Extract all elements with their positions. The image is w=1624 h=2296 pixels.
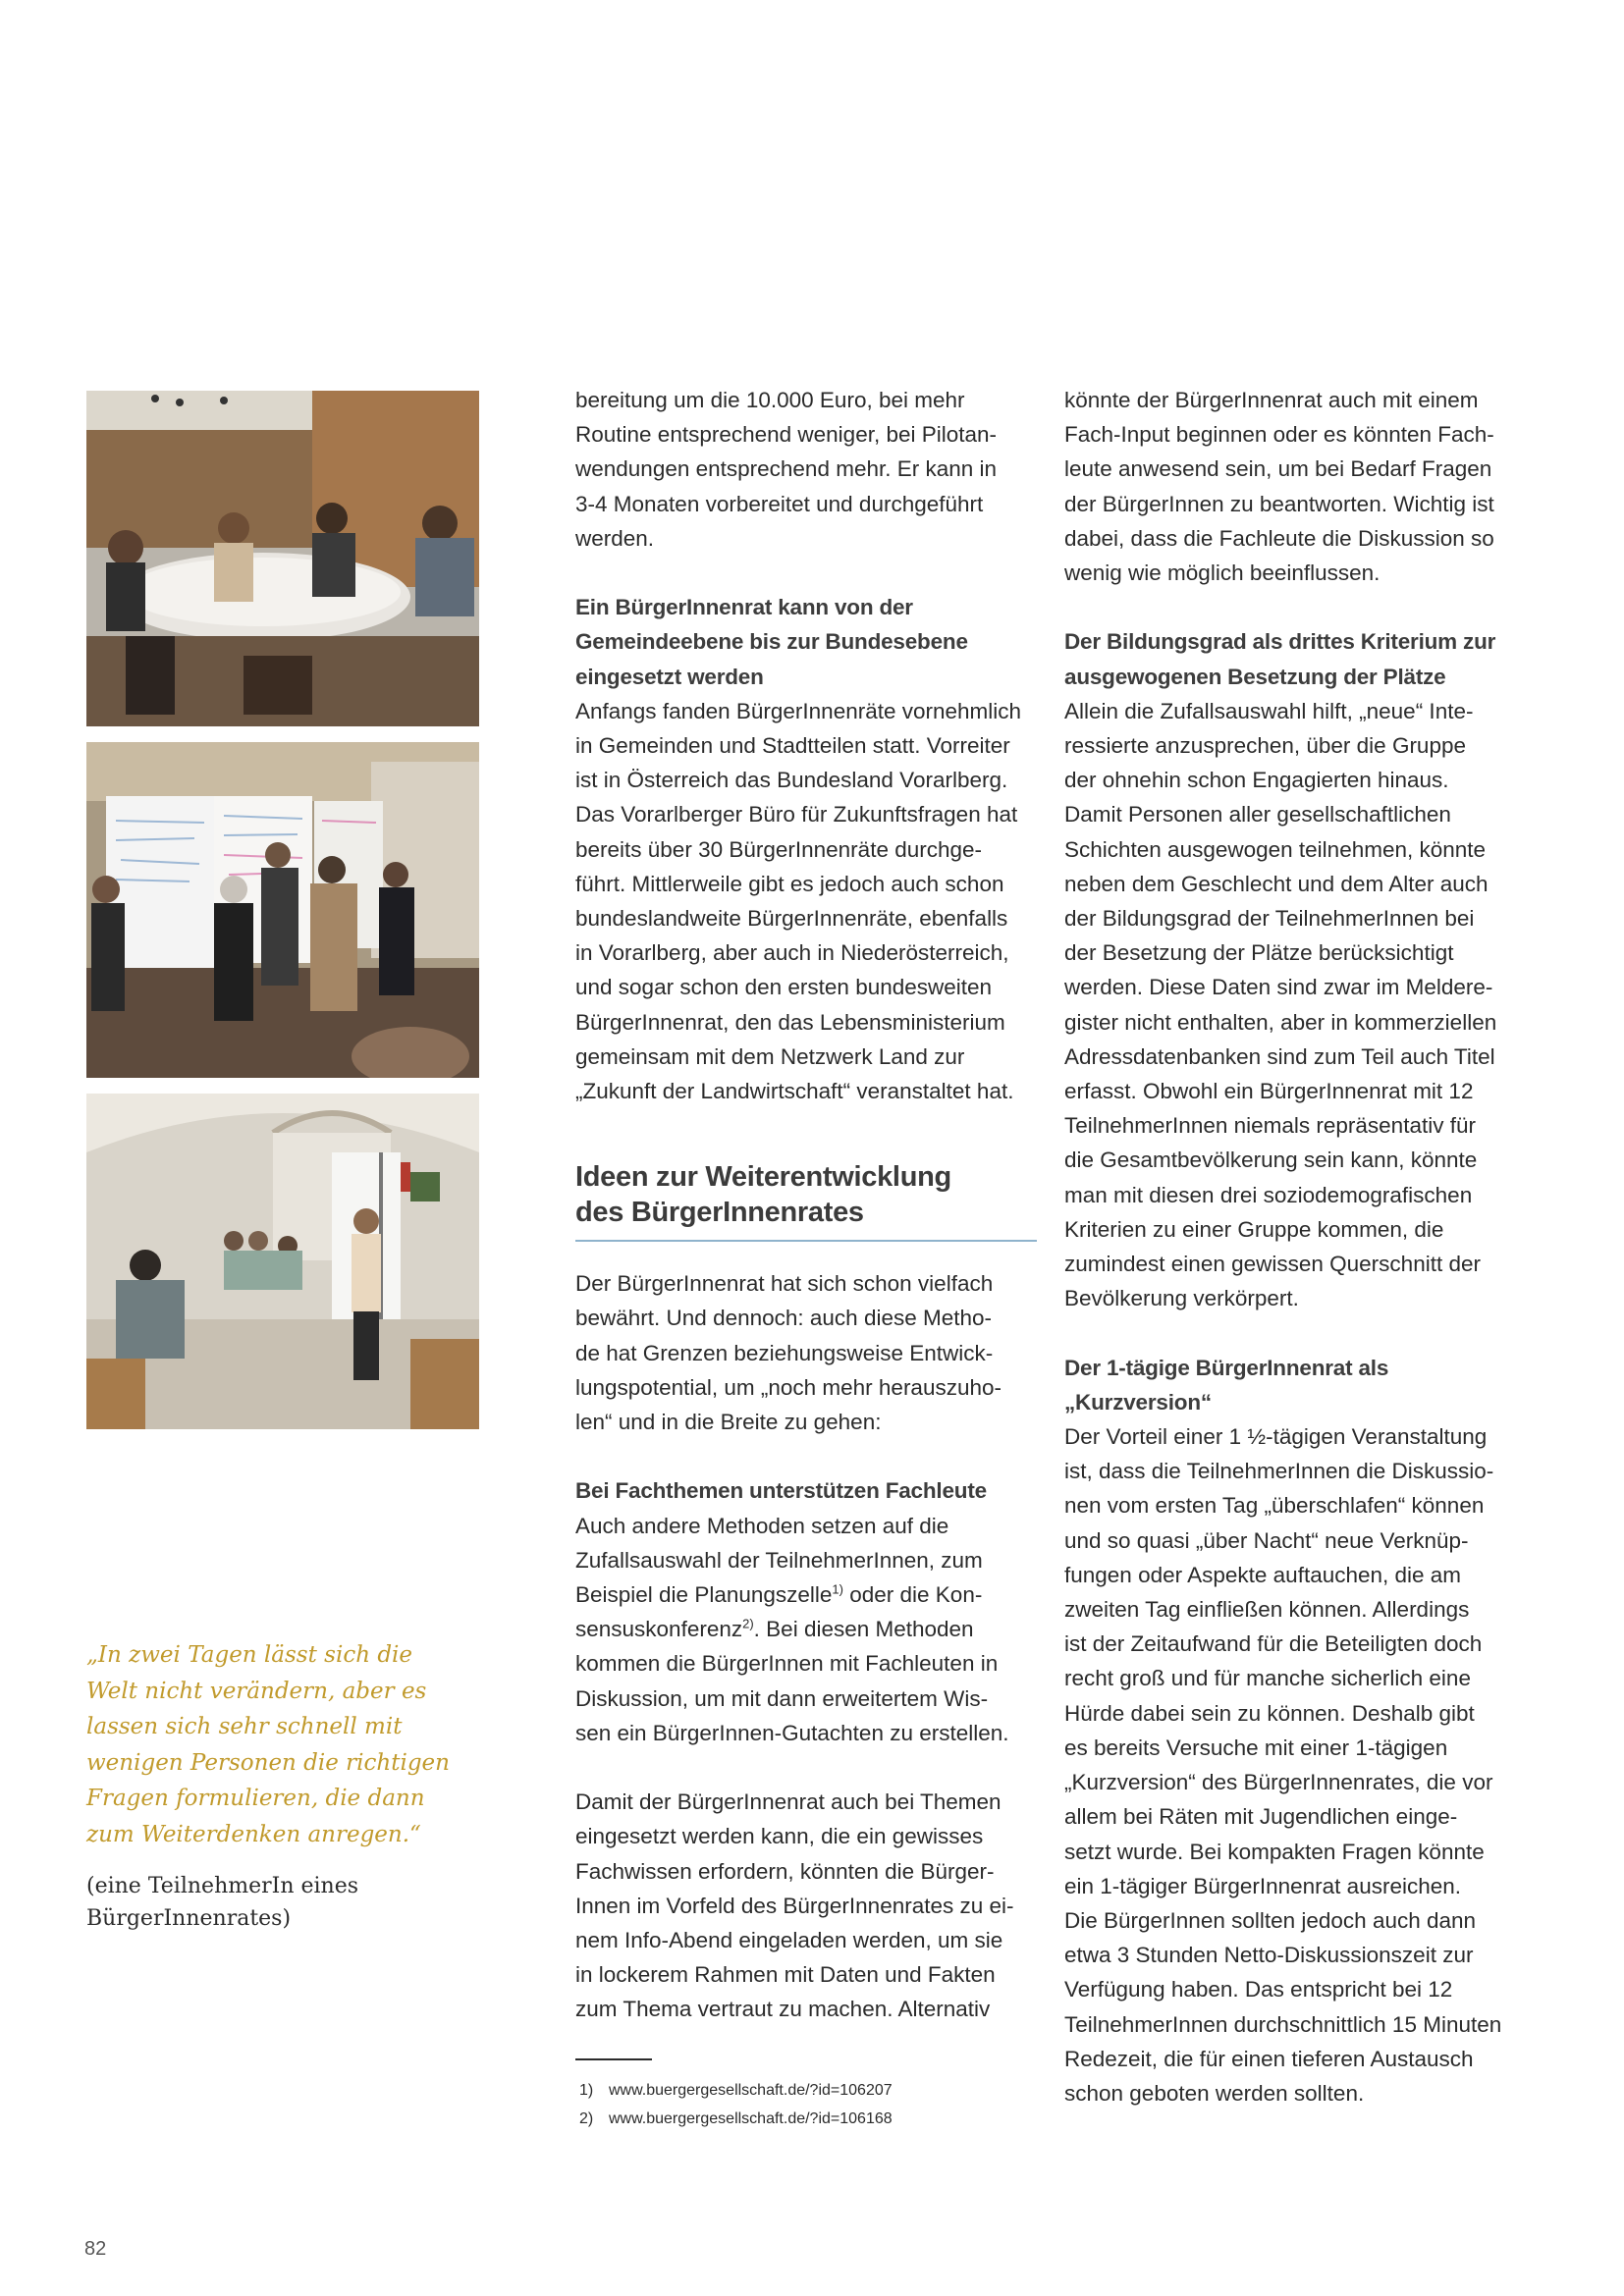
text-line: erfasst. Obwohl ein BürgerInnenrat mit 12 [1064,1079,1474,1104]
text-line: dabei, dass die Fachleute die Diskussion so [1064,525,1494,551]
text-line: Bevölkerung verkörpert. [1064,1286,1299,1311]
text-line: nen vom ersten Tag „überschlafen“ können [1064,1493,1485,1519]
text-line: Gemeindeebene bis zur Bundesebene [575,629,968,655]
text-line: Adressdatenbanken sind zum Teil auch Titel [1064,1043,1495,1069]
text-line: Innen im Vorfeld des BürgerInnenrates zu ei- [575,1893,1014,1918]
text-line: der BürgerInnen zu beantworten. Wichtig ist [1064,491,1494,516]
text-line: TeilnehmerInnen niemals repräsentativ für [1064,1113,1476,1139]
footnote-rule [575,2058,652,2060]
text-line: Zufallsauswahl der TeilnehmerInnen, zum [575,1547,983,1573]
text-line: bereits über 30 BürgerInnenräte durchge- [575,836,983,862]
intro-paragraph [575,383,1037,556]
text-line: gister nicht enthalten, aber in kommerziellen [1064,1009,1497,1035]
text-line: leute anwesend sein, um bei Bedarf Fragen [1064,456,1492,482]
quote-line: lassen sich sehr schnell mit [86,1714,403,1739]
footnote-ref: 1) [832,1581,843,1597]
text-line: gemeinsam mit dem Netzwerk Land zur [575,1043,965,1069]
text-line: Diskussion, um mit dann erweitertem Wis- [575,1685,989,1711]
text-line: Fach-Input beginnen oder es könnten Fach- [1064,422,1494,448]
text-line: Der Vorteil einer 1 ½-tägigen Veranstaltung [1064,1424,1488,1450]
footnote-link[interactable]: www.buergergesellschaft.de/?id=106168 [609,2109,893,2127]
quote-line: „In zwei Tagen lässt sich die [86,1642,413,1668]
text-line: sen ein BürgerInnen-Gutachten zu erstellen. [575,1720,1009,1745]
footnote-ref: 2) [742,1616,754,1631]
paragraph-short-version [1064,1419,1526,2110]
text-line: Anfangs fanden BürgerInnenräte vornehmlich [575,698,1022,723]
text-line: Der BürgerInnenrat hat sich schon vielfach [575,1271,994,1297]
text-line: setzt wurde. Bei kompakten Fragen könnte [1064,1839,1485,1864]
text-line: werden. [575,525,655,551]
text-line: und so quasi „über Nacht“ neue Verknüp- [1064,1527,1469,1553]
paragraph-intro-ideas [575,1266,1037,1439]
text-line: Ideen zur Weiterentwicklung [575,1161,951,1194]
text-line: zumindest einen gewissen Querschnitt der [1064,1252,1481,1277]
text-line: wenig wie möglich beeinflussen. [1064,561,1380,586]
text-line: Die BürgerInnen sollten jedoch auch dann [1064,1907,1477,1933]
text-line: kommen die BürgerInnen mit Fachleuten in [575,1651,999,1677]
text-line: bereitung um die 10.000 Euro, bei mehr [575,388,965,412]
pull-quote [86,1637,499,1852]
text-line: Damit Personen aller gesellschaftlichen [1064,802,1451,828]
subheading-federal-levels [575,590,1037,694]
text-line: sensuskonferenz [575,1617,743,1642]
text-line: Routine entsprechend weniger, bei Pilotan- [575,422,998,448]
text-column-middle [575,383,1037,2133]
text-line: 2) [579,2109,594,2127]
text-line: Hürde dabei sein zu können. Deshalb gibt [1064,1700,1475,1726]
text-line: werden. Diese Daten sind zwar im Meldere- [1064,975,1493,1000]
text-line: könnte der BürgerInnenrat auch mit einem [1064,388,1479,412]
photo-plenary-session [86,1094,479,1429]
text-line: in lockerem Rahmen mit Daten und Fakten [575,1962,996,1988]
text-line: Ein BürgerInnenrat kann von der [575,595,913,620]
text-line: eingesetzt werden kann, die ein gewisses [575,1824,984,1849]
text-line: recht groß und für manche sicherlich eine [1064,1666,1471,1691]
text-column-right [1064,383,1526,2110]
footnote [575,2105,1037,2133]
paragraph-experts [575,1509,1037,1750]
subheading-education [1064,624,1526,693]
quote-line: wenigen Personen die richtigen [86,1749,450,1776]
text-line: Damit der BürgerInnenrat auch bei Themen [575,1789,1001,1815]
subheading-experts: Bei Fachthemen unterstützen Fachleute [575,1478,987,1504]
text-line: der ohnehin schon Engagierten hinaus. [1064,768,1449,793]
text-line: Das Vorarlberger Büro für Zukunftsfragen hat [575,802,1018,828]
text-line: wendungen entsprechend mehr. Er kann in [575,456,998,482]
paragraph-education [1064,694,1526,1316]
text-line: „Kurzversion“ des BürgerInnenrates, die vor [1064,1770,1493,1795]
text-line: es bereits Versuche mit einer 1-tägigen [1064,1735,1448,1760]
text-line: 3-4 Monaten vorbereitet und durchgeführt [575,491,984,516]
footnote [575,2076,1037,2105]
text-line: man mit diesen drei soziodemografischen [1064,1182,1473,1207]
photo-flipchart-presentation [86,742,479,1078]
text-line: neben dem Geschlecht und dem Alter auch [1064,871,1489,896]
subheading-short-version [1064,1351,1526,1419]
text-line: bundeslandweite BürgerInnenräte, ebenfalls [575,906,1008,932]
text-line: Fachwissen erfordern, könnten die Bürger- [575,1858,995,1884]
text-line: etwa 3 Stunden Netto-Diskussionszeit zur [1064,1943,1474,1968]
text-line: in Vorarlberg, aber auch in Niederösterreich, [575,940,1009,966]
quote-source-line: (eine TeilnehmerIn eines [86,1874,359,1898]
text-line: „Zukunft der Landwirtschaft“ veranstaltet hat. [575,1079,1014,1104]
quote-line: Fragen formulieren, die dann [86,1786,425,1811]
text-line: schon geboten werden sollten. [1064,2080,1365,2106]
text-line: Der 1-tägige BürgerInnenrat als [1064,1355,1389,1380]
text-line: Beispiel die Planungszelle [575,1582,833,1608]
text-line: fungen oder Aspekte auftauchen, die am [1064,1562,1462,1587]
text-line: die Gesamtbevölkerung sein kann, könnte [1064,1148,1478,1173]
text-line: Allein die Zufallsauswahl hilft, „neue“ Inte- [1064,698,1474,723]
text-line: BürgerInnenrat, den das Lebensministerium [575,1009,1005,1035]
text-line: ressierte anzusprechen, über die Gruppe [1064,733,1466,759]
text-line: zweiten Tag einfließen können. Allerdings [1064,1597,1470,1623]
text-line: allem bei Räten mit Jugendlichen einge- [1064,1804,1458,1830]
quote-line: Welt nicht verändern, aber es [86,1678,427,1704]
text-line: der Bildungsgrad der TeilnehmerInnen bei [1064,906,1475,932]
text-line: Verfügung haben. Das entspricht bei 12 [1064,1977,1453,2002]
text-line: Kriterien zu einer Gruppe kommen, die [1064,1216,1444,1242]
paragraph-info-evening [575,1785,1037,2026]
text-line: oder die Kon- [842,1582,983,1608]
quote-source [86,1870,499,1935]
text-line: Redezeit, die für einen tieferen Austausch [1064,2046,1474,2071]
text-line: lungspotential, um „noch mehr herauszuho- [575,1374,1001,1400]
text-line: in Gemeinden und Stadtteilen statt. Vorreiter [575,733,1010,759]
text-line: ist in Österreich das Bundesland Vorarlberg. [575,768,1008,793]
text-line: ist der Zeitaufwand für die Beteiligten doch [1064,1631,1483,1657]
text-line: Schichten ausgewogen teilnehmen, könnte [1064,836,1487,862]
text-line: . Bei diesen Methoden [753,1617,974,1642]
quote-source-line: BürgerInnenrates) [86,1906,292,1931]
photo-round-table-discussion [86,391,479,726]
text-line: zum Thema vertraut zu machen. Alternativ [575,1997,991,2022]
text-line: des BürgerInnenrates [575,1197,864,1229]
text-line: ist, dass die TeilnehmerInnen die Diskussio- [1064,1459,1494,1484]
text-line: und sogar schon den ersten bundesweiten [575,975,993,1000]
text-line: ausgewogenen Besetzung der Plätze [1064,664,1446,689]
paragraph-continuation [1064,383,1526,590]
text-line: TeilnehmerInnen durchschnittlich 15 Minuten [1064,2011,1502,2037]
text-line: Auch andere Methoden setzen auf die [575,1513,949,1538]
text-line: 1) [579,2081,594,2099]
text-line: Der Bildungsgrad als drittes Kriterium zur [1064,629,1496,655]
quote-line: zum Weiterdenken anregen.“ [86,1821,421,1847]
page-number: 82 [84,2238,107,2260]
footnote-link[interactable]: www.buergergesellschaft.de/?id=106207 [609,2081,893,2099]
text-line: ein 1-tägiger BürgerInnenrat ausreichen. [1064,1873,1462,1898]
text-line: bewährt. Und dennoch: auch diese Metho- [575,1306,993,1331]
text-line: nem Info-Abend eingeladen werden, um sie [575,1928,1003,1953]
text-line: len“ und in die Breite zu gehen: [575,1410,882,1435]
text-line: „Kurzversion“ [1064,1389,1212,1415]
text-line: der Besetzung der Plätze berücksichtigt [1064,940,1454,966]
text-line: eingesetzt werden [575,664,764,689]
text-line: führt. Mittlerweile gibt es jedoch auch schon [575,871,1004,896]
paragraph-federal-levels [575,694,1037,1108]
text-line: de hat Grenzen beziehungsweise Entwick- [575,1340,994,1365]
section-title [575,1159,1037,1242]
